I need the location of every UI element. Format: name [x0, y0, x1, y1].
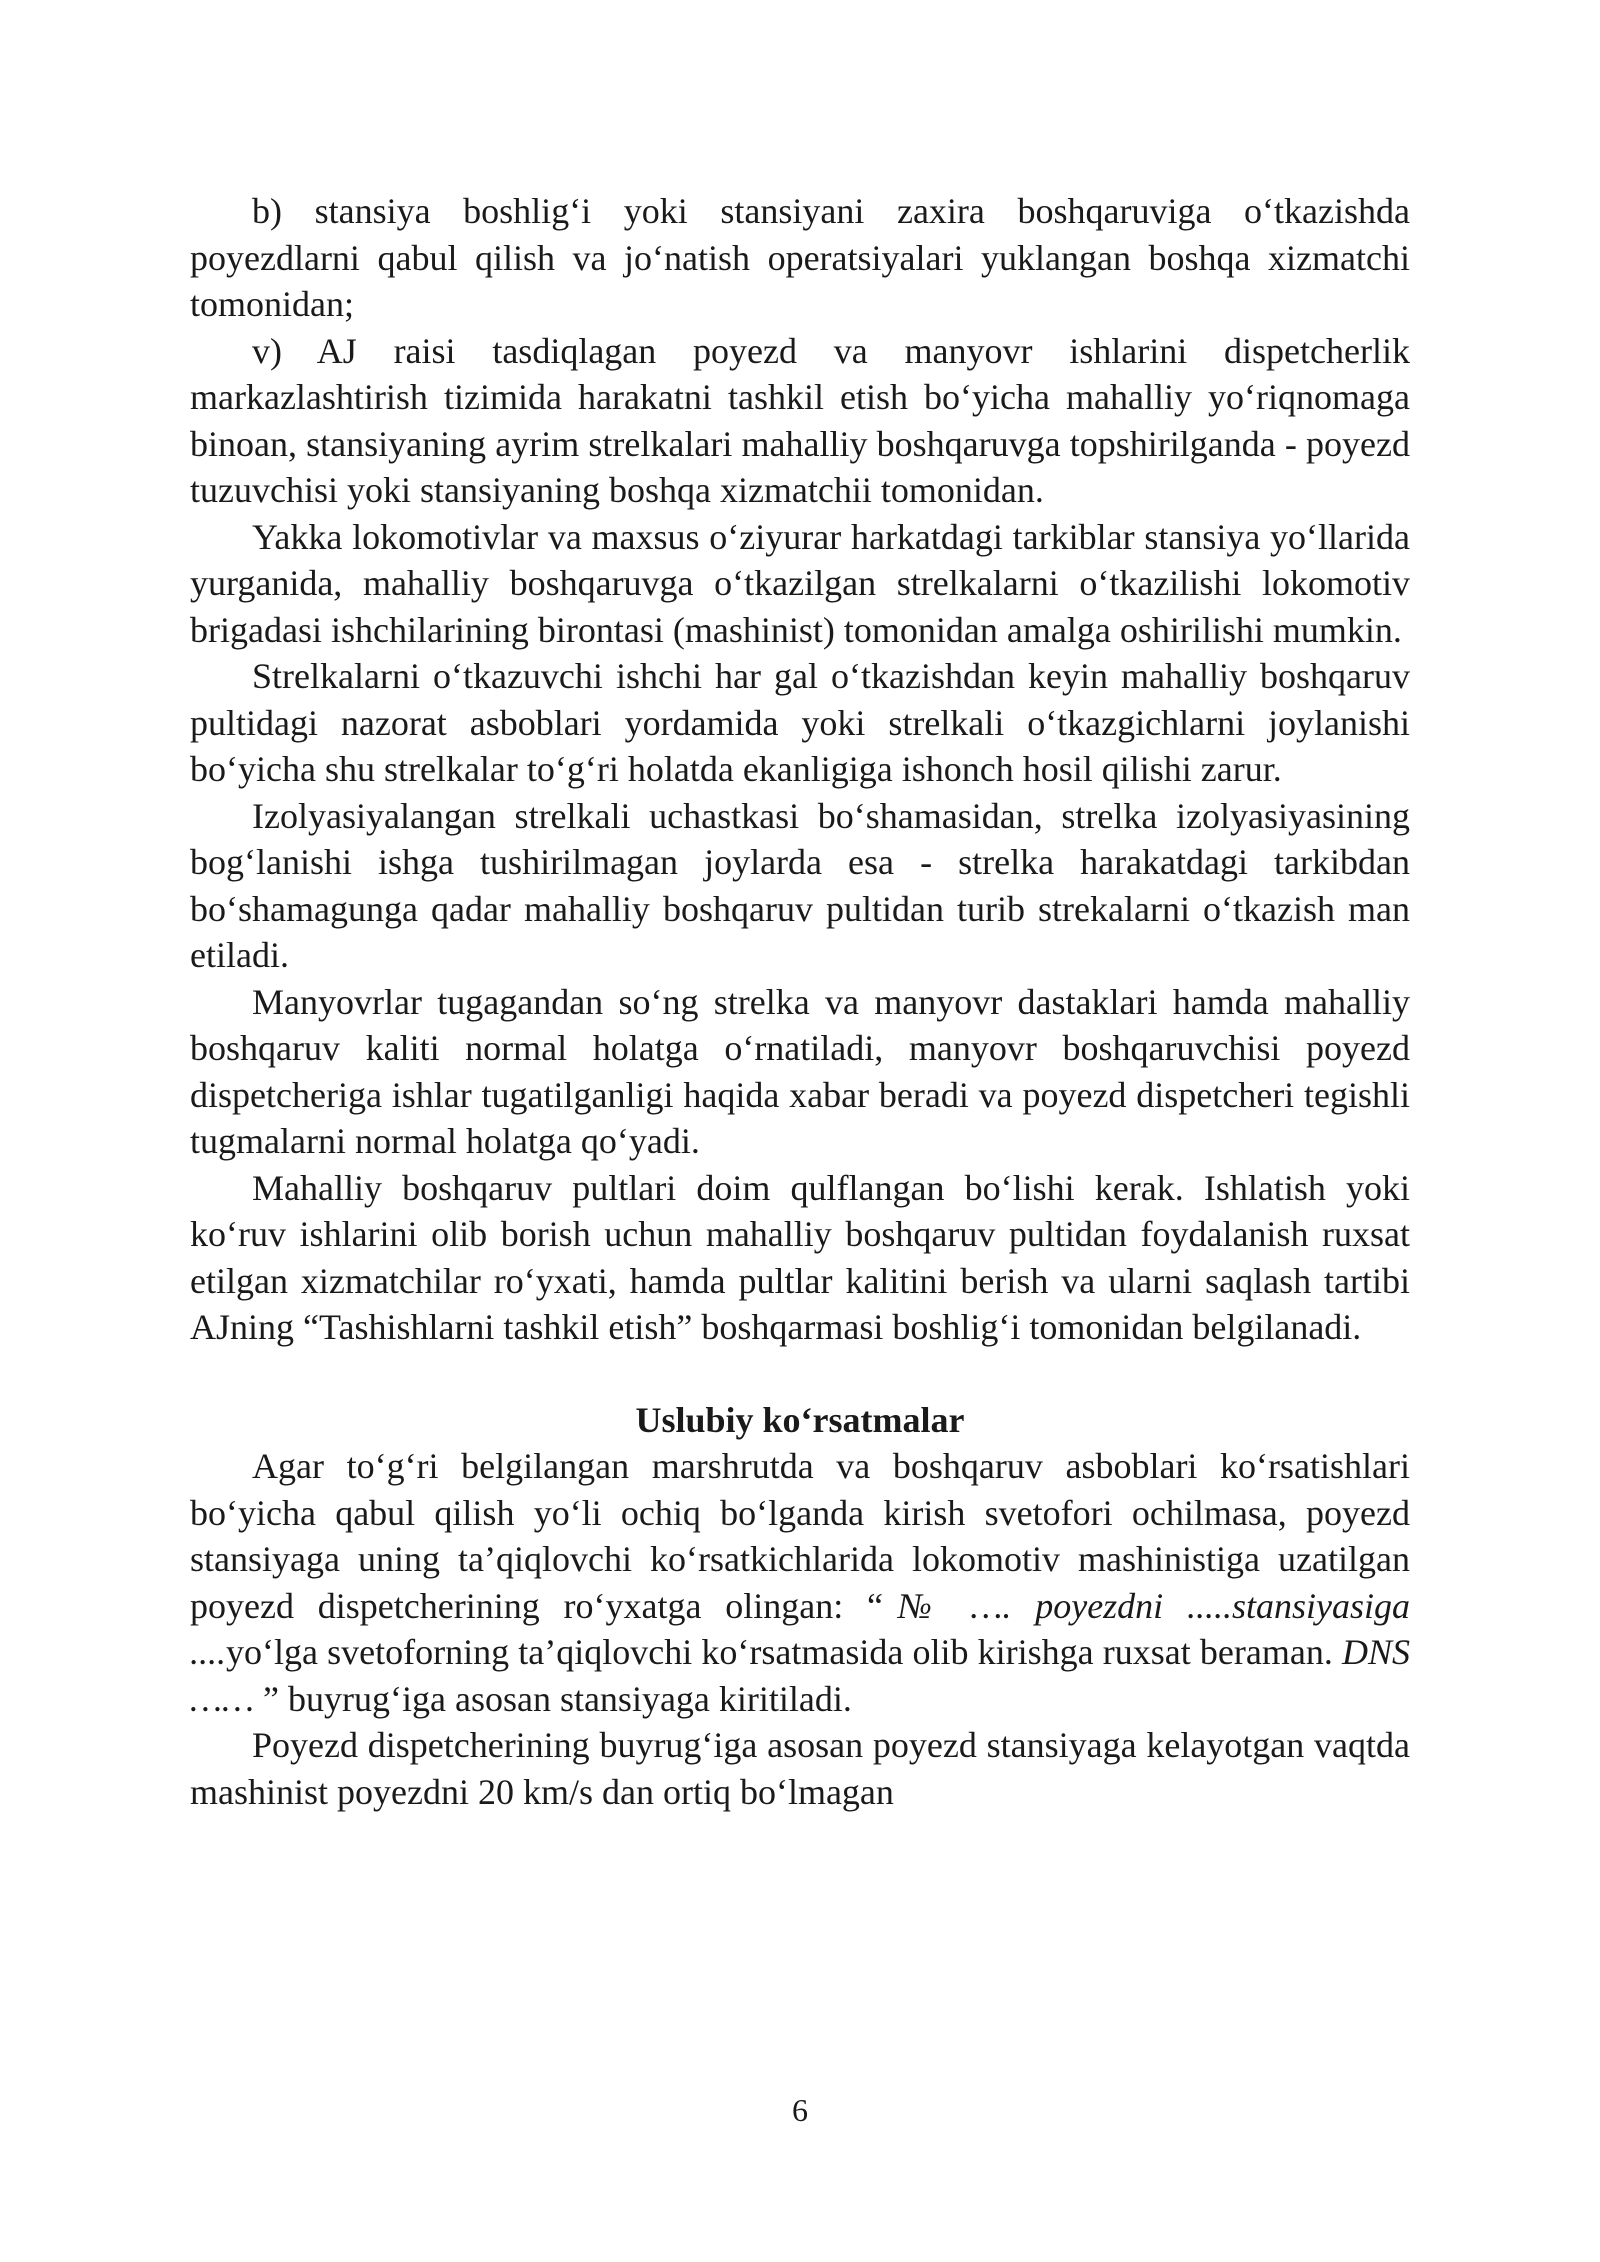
paragraph-shunting-end: Manyovrlar tugagandan so‘ng strelka va manyovr dastaklari hamda mahalliy boshqaruv kaliti normal holatga o‘rnatiladi, manyovr boshqaruvchisi poyezd dispetcheriga ishlar tugatilganligi haqida xabar beradi va poyezd dispetcheri tegishli tugmalarni normal holatga qo‘yadi. [190, 981, 1410, 1161]
page-number: 6 [792, 2092, 808, 2128]
paragraph-dispatcher-order [190, 1443, 1410, 1722]
order-tail-text: ” buyrug‘iga asosan stansiyaga kiritiladi. [254, 1678, 852, 1719]
paragraph-locomotives: Yakka lokomotivlar va maxsus o‘ziyurar harkatdagi tarkiblar stansiya yo‘llarida yurganida, mahalliy boshqaruvga o‘tkazilgan strelkalarni o‘tkazilishi lokomotiv brigadasi ishchilarining birontasi (mashinist) tomonidan amalga oshirilishi mumkin. [190, 516, 1410, 650]
paragraph-switch-operator: Strelkalarni o‘tkazuvchi ishchi har gal o‘tkazishdan keyin mahalliy boshqaruv pultidagi nazorat asboblari yordamida yoki strelkali o‘tkazgichlarni joylanishi bo‘yicha shu strelkalar to‘g‘ri holatda ekanligiga ishonch hosil qilishi zarur. [190, 656, 1410, 789]
paragraph-v: v) AJ raisi tasdiqlagan poyezd va manyovr ishlarini dispetcherlik markazlashtirish tizimida harakatni tashkil etish bo‘yicha mahalliy yo‘riqnomaga binoan, stansiyaning ayrim strelkalari mahalliy boshqaruvga topshirilganda - poyezd tuzuvchisi yoki stansiyaning boshqa xizmatchii tomonidan. [190, 330, 1410, 510]
order-mid-text: yo‘lga svetoforning ta’qiqlovchi ko‘rsatmasida olib kirishga ruxsat beraman. [226, 1632, 1342, 1672]
paragraph-isolated-section: Izolyasiyalangan strelkali uchastkasi bo‘shamasidan, strelka izolyasiyasining bog‘lanishi ishga tushirilmagan joylarda esa - strelka harakatdagi tarkibdan bo‘shamagunga qadar mahalliy boshqaruv pultidan turib strekalarni o‘tkazish man etiladi. [190, 795, 1410, 975]
paragraph-b: b) stansiya boshlig‘i yoki stansiyani zaxira boshqaruviga o‘tkazishda poyezdlarni qabul qilish va jo‘natish operatsiyalari yuklangan boshqa xizmatchi tomonidan; [190, 191, 1410, 324]
order-quote-part-1: № …. poyezdni .....stansiyasiga .... [190, 1585, 1411, 1672]
document-page [190, 188, 1410, 1815]
order-quote-part-2: DNS …… [190, 1632, 1410, 1719]
paragraph-control-panels: Mahalliy boshqaruv pultlari doim qulflangan bo‘lishi kerak. Ishlatish yoki ko‘ruv ishlarini olib borish uchun mahalliy boshqaruv pultidan foydalanish ruxsat etilgan xizmatchilar ro‘yxati, hamda pultlar kalitini berish va ularni saqlash tartibi AJning “Tashishlarni tashkil etish” boshqarmasi boshlig‘i tomonidan belgilanadi. [190, 1167, 1410, 1347]
order-lead-text: Agar to‘g‘ri belgilangan marshrutda va boshqaruv asboblari ko‘rsatishlari bo‘yicha qabul qilish yo‘li ochiq bo‘lganda kirish svetofori ochilmasa, poyezd stansiyaga uning ta’qiqlovchi ko‘rsatkichlarida lokomotiv mashinistiga uzatilgan poyezd dispetcherining ro‘yxatga olingan: “ [190, 1446, 1410, 1626]
paragraph-speed-limit: Poyezd dispetcherining buyrug‘iga asosan poyezd stansiyaga kelayotgan vaqtda mashinist poyezdni 20 km/s dan ortiq bo‘lmagan [190, 1725, 1410, 1812]
section-heading: Uslubiy ko‘rsatmalar [635, 1399, 965, 1440]
